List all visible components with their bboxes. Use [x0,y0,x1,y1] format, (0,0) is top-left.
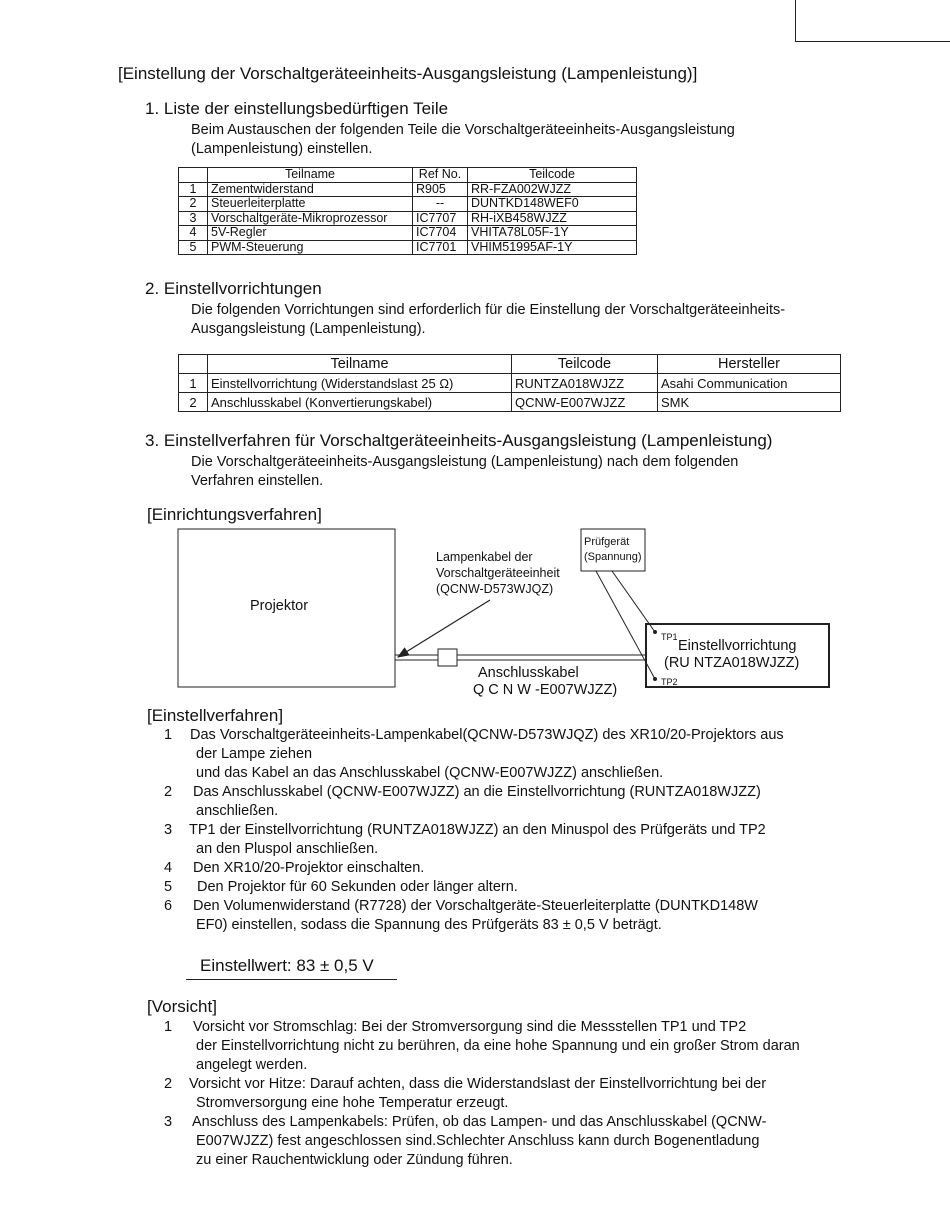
table-cell: VHITA78L05F-1Y [468,226,637,241]
device-label-1: Einstellvorrichtung [678,638,797,654]
tester-label-2: (Spannung) [584,551,642,563]
section2-text-1: Die folgenden Vorrichtungen sind erforderlich für die Einstellung der Vorschaltgeräteeinheits- [191,302,786,318]
table-row [179,240,637,255]
section1-heading: 1. Liste der einstellungsbedürftigen Teile [145,99,449,118]
table-header: Teilcode [512,355,658,374]
devices-table [178,354,841,412]
table-header-row [179,168,637,183]
section3-text-1: Die Vorschaltgeräteeinheits-Ausgangsleistung (Lampenleistung) nach dem folgenden [191,454,739,470]
caution-line: Vorsicht vor Stromschlag: Bei der Stromversorgung sind die Messstellen TP1 und TP2 [193,1019,747,1035]
caution-line: Stromversorgung eine hohe Temperatur erzeugt. [196,1095,509,1111]
table-cell: 2 [179,393,208,412]
table-cell: Asahi Communication [658,374,841,393]
cable-label-1: Anschlusskabel [478,665,579,681]
caution-number: 1 [164,1019,173,1035]
table-cell: 1 [179,182,208,197]
table-cell: PWM-Steuerung [208,240,413,255]
step-number: 2 [164,784,173,800]
table-header [179,168,208,183]
step-line: der Lampe ziehen [196,746,313,762]
cable-label-2: Q C N W -E007WJZZ) [473,682,618,698]
table-cell: VHIM51995AF-1Y [468,240,637,255]
step-number: 1 [164,727,173,743]
lamp-cable-arrow [398,600,490,657]
table-cell: 4 [179,226,208,241]
page-title: [Einstellung der Vorschaltgeräteeinheits-Ausgangsleistung (Lampenleistung)] [118,64,698,83]
step-line: und das Kabel an das Anschlusskabel (QCNW-E007WJZZ) anschließen. [196,765,664,781]
step-line: Den XR10/20-Projektor einschalten. [193,860,425,876]
table-cell: Zementwiderstand [208,182,413,197]
caution-number: 2 [164,1076,173,1092]
table-header-row [179,355,841,374]
lamp-cable-label-1: Lampenkabel der [436,550,533,564]
table-cell: -- [413,197,468,212]
table-cell: SMK [658,393,841,412]
table-row [179,374,841,393]
table-cell: RH-iXB458WJZZ [468,211,637,226]
tester-lead-tp2 [596,571,655,679]
table-cell: IC7704 [413,226,468,241]
table-cell: Anschlusskabel (Konvertierungskabel) [208,393,512,412]
table-cell: Einstellvorrichtung (Widerstandslast 25 Ω) [208,374,512,393]
table-cell: 2 [179,197,208,212]
table-cell: 3 [179,211,208,226]
table-row [179,226,637,241]
device-label-2: (RU NTZA018WJZZ) [664,655,800,671]
table-header: Teilname [208,355,512,374]
table-cell: RR-FZA002WJZZ [468,182,637,197]
table-cell: Vorschaltgeräte-Mikroprozessor [208,211,413,226]
table-cell: QCNW-E007WJZZ [512,393,658,412]
step-number: 5 [164,879,173,895]
setting-underline [186,979,397,980]
tp2-point [653,677,657,681]
table-cell: 5V-Regler [208,226,413,241]
tester-lead-tp1 [612,571,655,632]
tp1-point [653,630,657,634]
table-cell: RUNTZA018WJZZ [512,374,658,393]
procedure-heading: [Einstellverfahren] [147,706,284,725]
section3-heading: 3. Einstellverfahren für Vorschaltgeräteeinheits-Ausgangsleistung (Lampenleistung) [145,431,773,450]
table-cell: Steuerleiterplatte [208,197,413,212]
table-cell: DUNTKD148WEF0 [468,197,637,212]
table-header: Teilcode [468,168,637,183]
caution-line: der Einstellvorrichtung nicht zu berühren, da eine hohe Spannung und ein großer Strom daran [196,1038,800,1054]
caution-number: 3 [164,1114,173,1130]
table-cell: 1 [179,374,208,393]
parts-table [178,167,637,255]
tp1-label: TP1 [661,632,678,642]
lamp-cable-label-3: (QCNW-D573WJQZ) [436,582,554,596]
section2-heading: 2. Einstellvorrichtungen [145,279,322,298]
caution-line: Anschluss des Lampenkabels: Prüfen, ob das Lampen- und das Anschlusskabel (QCNW- [192,1114,767,1130]
step-line: Das Vorschaltgeräteeinheits-Lampenkabel(QCNW-D573WJQZ) des XR10/20-Projektors aus [190,727,784,743]
caution-heading: [Vorsicht] [147,997,217,1016]
section1-text-2: (Lampenleistung) einstellen. [191,141,373,157]
diagram-heading: [Einrichtungsverfahren] [147,505,322,524]
step-line: Den Projektor für 60 Sekunden oder länger altern. [197,879,518,895]
table-row [179,182,637,197]
table-cell: R905 [413,182,468,197]
step-line: EF0) einstellen, sodass die Spannung des Prüfgeräts 83 ± 0,5 V beträgt. [196,917,662,933]
step-line: anschließen. [196,803,279,819]
caution-line: E007WJZZ) fest angeschlossen sind.Schlechter Anschluss kann durch Bogenentladung [196,1133,760,1149]
caution-line: angelegt werden. [196,1057,308,1073]
step-line: TP1 der Einstellvorrichtung (RUNTZA018WJZZ) an den Minuspol des Prüfgeräts und TP2 [189,822,766,838]
caution-line: zu einer Rauchentwicklung oder Zündung führen. [196,1152,513,1168]
section1-text-1: Beim Austauschen der folgenden Teile die Vorschaltgeräteeinheits-Ausgangsleistung [191,122,735,138]
table-cell: 5 [179,240,208,255]
step-number: 3 [164,822,173,838]
table-row [179,211,637,226]
table-row [179,393,841,412]
table-header [179,355,208,374]
step-number: 4 [164,860,173,876]
table-header: Ref No. [413,168,468,183]
table-row [179,197,637,212]
table-cell: IC7701 [413,240,468,255]
step-line: an den Pluspol anschließen. [196,841,379,857]
lamp-cable-label-2: Vorschaltgeräteeinheit [436,566,560,580]
setting-value: Einstellwert: 83 ± 0,5 V [200,956,374,975]
step-line: Das Anschlusskabel (QCNW-E007WJZZ) an die Einstellvorrichtung (RUNTZA018WJZZ) [193,784,761,800]
caution-line: Vorsicht vor Hitze: Darauf achten, dass die Widerstandslast der Einstellvorrichtung bei der [189,1076,767,1092]
page-corner-box [795,0,950,42]
table-cell: IC7707 [413,211,468,226]
step-line: Den Volumenwiderstand (R7728) der Vorschaltgeräte-Steuerleiterplatte (DUNTKD148W [193,898,758,914]
tp2-label: TP2 [661,677,678,687]
table-header: Hersteller [658,355,841,374]
section2-text-2: Ausgangsleistung (Lampenleistung). [191,321,426,337]
table-header: Teilname [208,168,413,183]
tester-label-1: Prüfgerät [584,536,630,548]
step-number: 6 [164,898,173,914]
projector-label: Projektor [250,598,309,614]
cable-connector [438,649,457,666]
section3-text-2: Verfahren einstellen. [191,473,324,489]
